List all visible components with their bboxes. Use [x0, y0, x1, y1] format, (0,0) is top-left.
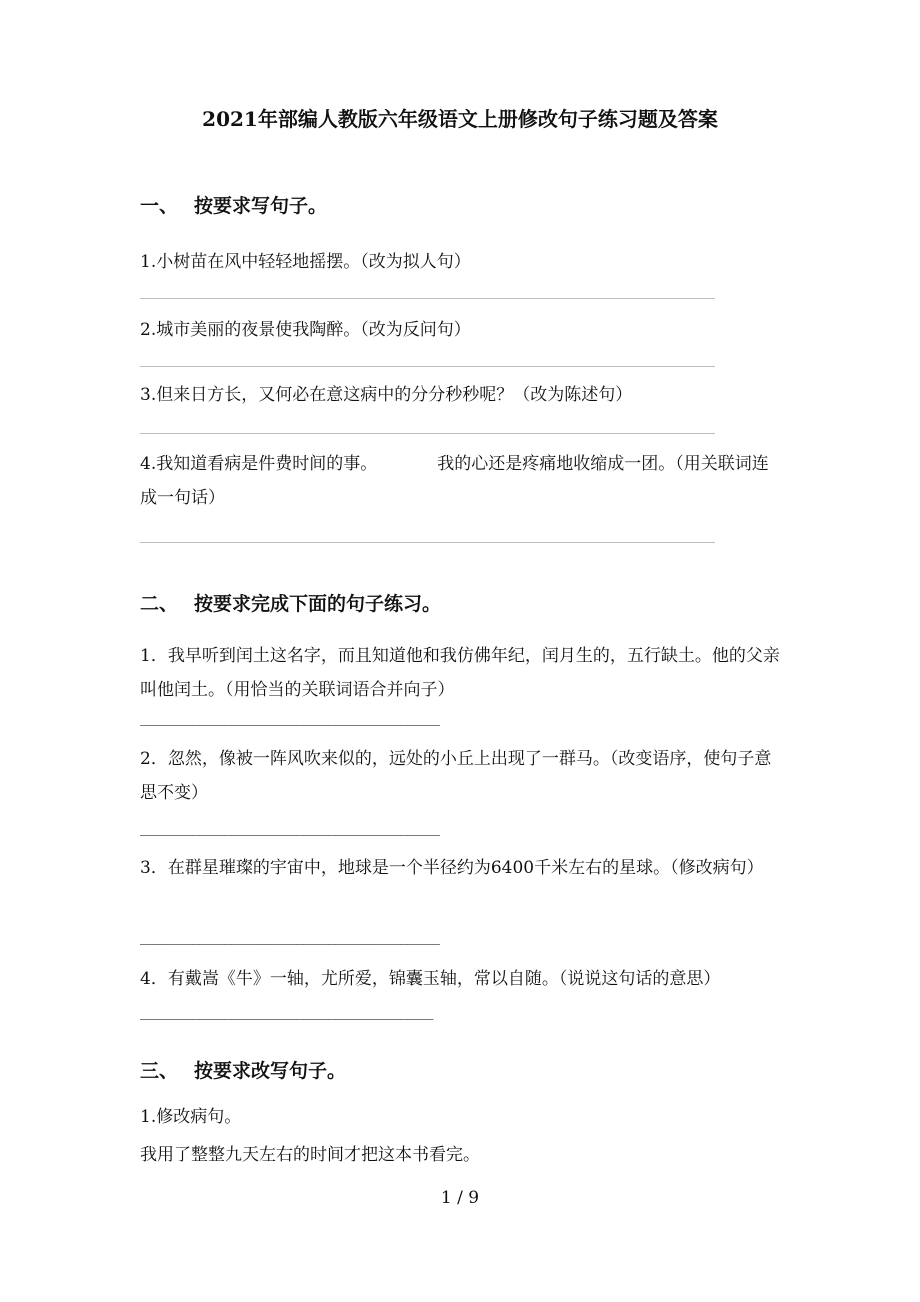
section-2-question-4: 4．有戴嵩《牛》一轴，尤所爱，锦囊玉轴，常以自随。（说说这句话的意思）: [140, 969, 721, 989]
question-4-part-2: 我的心还是疼痛地收缩成一团。（用关联词连成一句话）: [140, 454, 769, 508]
section-2-question-2: 2．忽然，像被一阵风吹来似的，远处的小丘上出现了一群马。（改变语序，使句子意思不变）: [140, 749, 772, 803]
answer-line[interactable]: [140, 366, 715, 367]
answer-underline[interactable]: ______________________________________________: [140, 927, 439, 945]
section-2-title: 按要求完成下面的句子练习。: [194, 593, 442, 615]
answer-line[interactable]: [140, 433, 715, 434]
answer-line[interactable]: [140, 542, 715, 543]
section-1-question-3: 3.但来日方长，又何必在意这病中的分分秒秒呢？（改为陈述句）: [140, 385, 633, 405]
section-3-number: 三、: [140, 1060, 179, 1082]
section-1-number: 一、: [140, 195, 179, 217]
answer-underline[interactable]: ______________________________________________: [140, 708, 439, 726]
section-1-heading: [140, 191, 327, 218]
page-number: 1 / 9: [440, 1188, 480, 1208]
section-1-question-1: 1.小树苗在风中轻轻地摇摆。（改为拟人句）: [140, 252, 471, 272]
section-2-question-1: 1．我早听到闰土这名字，而且知道他和我仿佛年纪，闰月生的，五行缺土。他的父亲叫他闰土。（用恰当的关联词语合并向子）: [140, 646, 780, 700]
section-3-sentence-1: 我用了整整九天左右的时间才把这本书看完。: [140, 1145, 480, 1165]
section-1-question-2: 2.城市美丽的夜景使我陶醉。（改为反问句）: [140, 320, 471, 340]
page-title: 2021年部编人教版六年级语文上册修改句子练习题及答案: [202, 107, 718, 131]
section-2-number: 二、: [140, 593, 179, 615]
answer-underline[interactable]: _____________________________________________: [140, 1002, 433, 1020]
section-2-question-3: 3．在群星璀璨的宇宙中，地球是一个半径约为6400千米左右的星球。（修改病句）: [140, 858, 764, 878]
question-4-part-1: 4.我知道看病是件费时间的事。: [140, 454, 378, 474]
answer-line[interactable]: [140, 298, 715, 299]
section-1-title: 按要求写句子。: [194, 195, 328, 217]
section-3-heading: [140, 1056, 346, 1083]
section-3-title: 按要求改写句子。: [194, 1060, 347, 1082]
section-2-heading: [140, 589, 441, 616]
section-1-question-4: [140, 447, 780, 515]
section-3-item-1: 1.修改病句。: [140, 1107, 242, 1127]
answer-underline[interactable]: ______________________________________________: [140, 818, 439, 836]
